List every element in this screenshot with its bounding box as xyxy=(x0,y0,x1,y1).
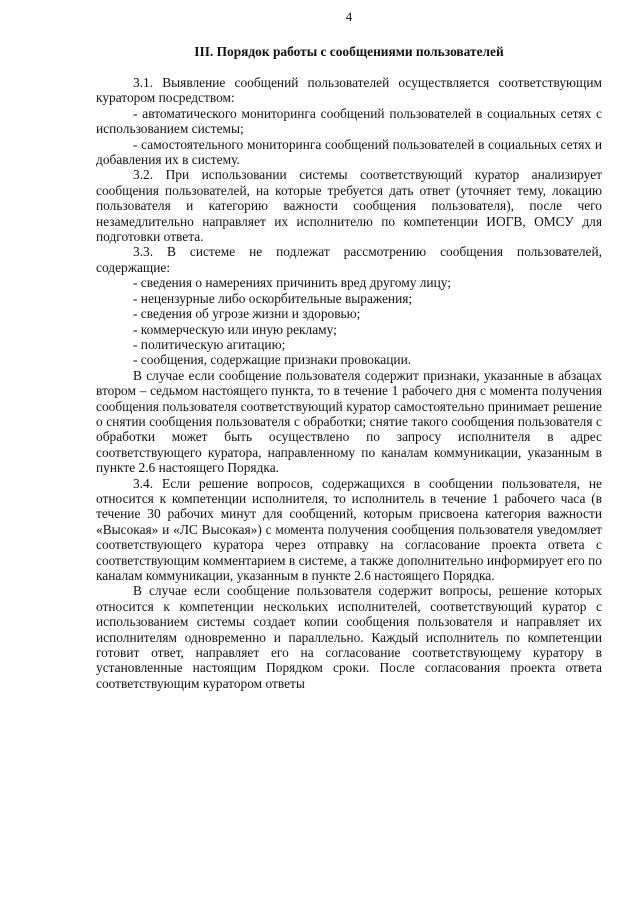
paragraph-3-3-removal: В случае если сообщение пользователя содержит признаки, указанные в абзацах втором – седьмом настоящего пункта, то в течение 1 рабочего дня с момента получения сообщения пользователя соответствующий куратор самостоятельно принимает решение о снятии сообщения пользователя с обработки; снятие такого сообщения пользователя с обработки может быть осуществлено по запросу исполнителя в адрес соответствующего куратора, направленному по каналам коммуникации, указанным в пункте 2.6 настоящего Порядка. xyxy=(96,367,602,476)
paragraph-3-2: 3.2. При использовании системы соответствующий куратор анализирует сообщения пользователей, на которые требуется дать ответ (уточняет тему, локацию пользователя и категорию важности сообщения пользователя), после чего незамедлительно направляет их исполнителю по компетенции ИОГВ, ОМСУ для подготовки ответа. xyxy=(96,167,602,245)
paragraph-list-harm: - сведения о намерениях причинить вред другому лицу; xyxy=(133,275,452,291)
paragraph-3-3-intro: 3.3. В системе не подлежат рассмотрению сообщения пользователей, содержащие: xyxy=(96,244,602,275)
page-number: 4 xyxy=(345,9,353,24)
paragraph-list-threat: - сведения об угрозе жизни и здоровью; xyxy=(133,306,361,322)
paragraph-3-1-intro: 3.1. Выявление сообщений пользователей осуществляется соответствующим куратором посредством: xyxy=(96,75,602,106)
paragraph-list-obscene: - нецензурные либо оскорбительные выражения; xyxy=(133,290,413,306)
paragraph-list-advertising: - коммерческую или иную рекламу; xyxy=(133,321,337,337)
paragraph-3-4: 3.4. Если решение вопросов, содержащихся в сообщении пользователя, не относится к компетенции исполнителя, то исполнитель в течение 1 рабочего часа (в течение 30 рабочих минут для сообщений, которым присвоена категория важности «Высокая» и «ЛС Высокая») с момента получения сообщения пользователя уведомляет соответствующего куратора через отправку на согласование проекта ответа с соответствующим комментарием в системе, а также дополнительно информирует его по каналам коммуникации, указанным в пункте 2.6 настоящего Порядка. xyxy=(96,475,602,583)
paragraph-3-4-multiple-executors: В случае если сообщение пользователя содержит вопросы, решение которых относится к компетенции нескольких исполнителей, соответствующий куратор с использованием системы создает копии сообщения пользователя и направляет их исполнителям одновременно и параллельно. Каждый исполнитель по компетенции готовит ответ, направляет его на согласование соответствующему куратору в установленные настоящим Порядком сроки. После согласования проекта ответа соответствующим куратором ответы xyxy=(96,583,602,691)
document-body xyxy=(96,75,602,691)
paragraph-list-auto-monitoring: - автоматического мониторинга сообщений пользователей в социальных сетях с использованием системы; xyxy=(96,105,602,137)
section-title: III. Порядок работы с сообщениями пользователей xyxy=(194,44,504,59)
paragraph-list-provocation: - сообщения, содержащие признаки провокации. xyxy=(133,352,412,368)
paragraph-list-agitation: - политическую агитацию; xyxy=(133,336,286,352)
paragraph-list-manual-monitoring: - самостоятельного мониторинга сообщений пользователей в социальных сетях и добавления их в систему. xyxy=(96,136,602,168)
